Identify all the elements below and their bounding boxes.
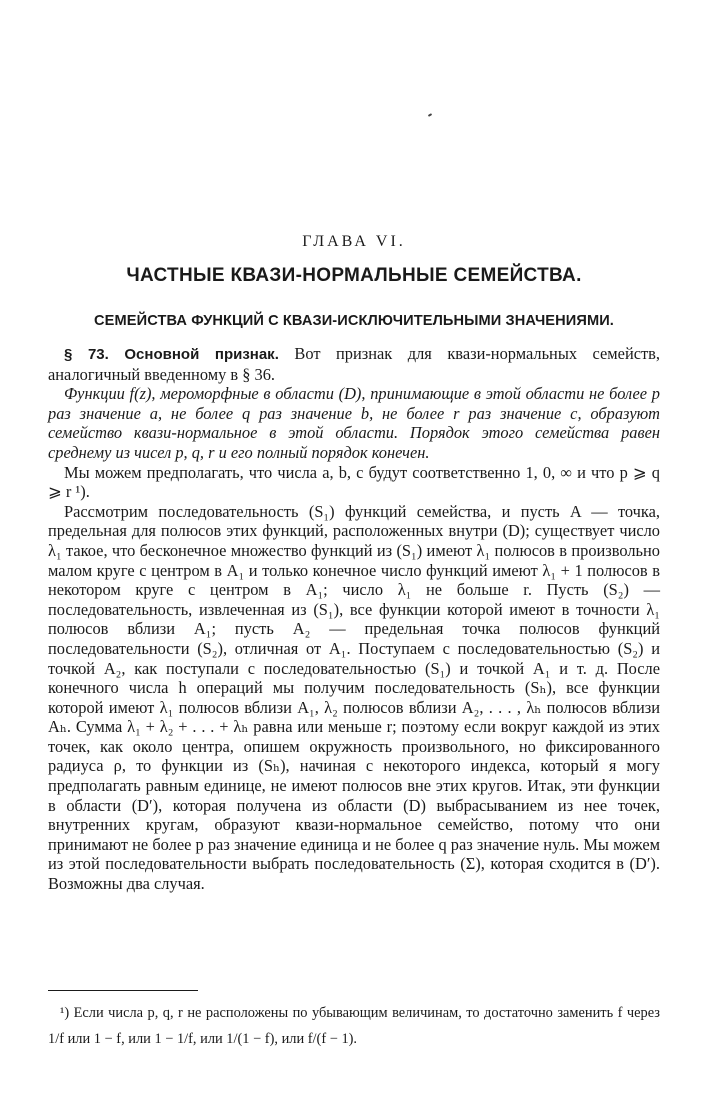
body-text (48, 344, 660, 894)
paragraph-heading: § 73. Основной признак. (64, 346, 279, 363)
footnote (48, 1000, 660, 1052)
chapter-title: ЧАСТНЫЕ КВАЗИ-НОРМАЛЬНЫЕ СЕМЕЙСТВА. (126, 265, 582, 286)
paragraph-1 (48, 344, 660, 384)
paragraph-1-text: Вот признак для квази-нормальных семейств, аналогичный введенному в § 36. (48, 344, 661, 384)
paragraph-4: Рассмотрим последовательность (S₁) функций семейства, и пусть A — точка, предельная для полюсов этих функций, расположенных внутри (D); существует число λ₁ такое, что бесконечное множество функций из (S₁) имеют λ₁ полюсов в произвольно малом круге с центром в A₁ и только конечное число функций имеют λ₁ + 1 полюсов в некотором круге с центром в A₁; число λ₁ не больше r. Пусть (S₂) — последовательность, извлеченная из (S₁), все функции которой имеют в точности λ₁ полюсов вблизи A₁; пусть A₂ — предельная точка полюсов функций последовательности (S₂), отличная от A₁. Поступаем с последовательностью (S₂) и точкой A₂, как поступали с последовательностью (S₁) и точкой A₁ и т. д. После конечного числа h операций мы получим последовательность (Sₕ), все функции которой имеют λ₁ полюсов вблизи A₁, λ₂ полюсов вблизи A₂, . . . , λₕ полюсов вблизи Aₕ. Сумма λ₁ + λ₂ + . . . + λₕ равна или меньше r; поэтому если вокруг каждой из этих точек, как около центра, опишем окружность произвольного, но фиксированного радиуса ρ, то функции из (Sₕ), начиная с некоторого индекса, который я могу предполагать равным единице, не имеют полюсов вне этих кругов. Итак, эти функции в области (D′), которая получена из области (D) выбрасыванием из нее точек, внутренних кругам, образуют квази-нормальное семейство, потому что они принимают не более p раз значение единица и не более q раз значение нуль. Мы можем из этой последовательности выбрать последовательность (Σ), которая сходится в (D′). Возможны два случая. (48, 501, 660, 894)
footnote-text: ¹) Если числа p, q, r не расположены по убывающим величинам, то достаточно заменить f через 1/f или 1 − f, или 1 − 1/f, или 1/(1 − f), или f/(f − 1). (48, 1005, 660, 1047)
paragraph-3: Мы можем предполагать, что числа a, b, c будут соответственно 1, 0, ∞ и что p ⩾ q ⩾ r ¹). (48, 462, 660, 502)
footnote-divider (48, 990, 198, 991)
theorem-statement: Функции f(z), мероморфные в области (D), принимающие в этой области не более p раз значение a, не более q раз значение b, не более r раз значение c, образуют семейство квази-нормальное в этой области. Порядок этого семейства равен среднему из чисел p, q, r и его полный порядок конечен. (48, 384, 660, 462)
scan-speck (428, 113, 432, 117)
section-title: СЕМЕЙСТВА ФУНКЦИЙ С КВАЗИ-ИСКЛЮЧИТЕЛЬНЫМИ ЗНАЧЕНИЯМИ. (94, 313, 614, 329)
chapter-label: ГЛАВА VI. (302, 233, 406, 250)
